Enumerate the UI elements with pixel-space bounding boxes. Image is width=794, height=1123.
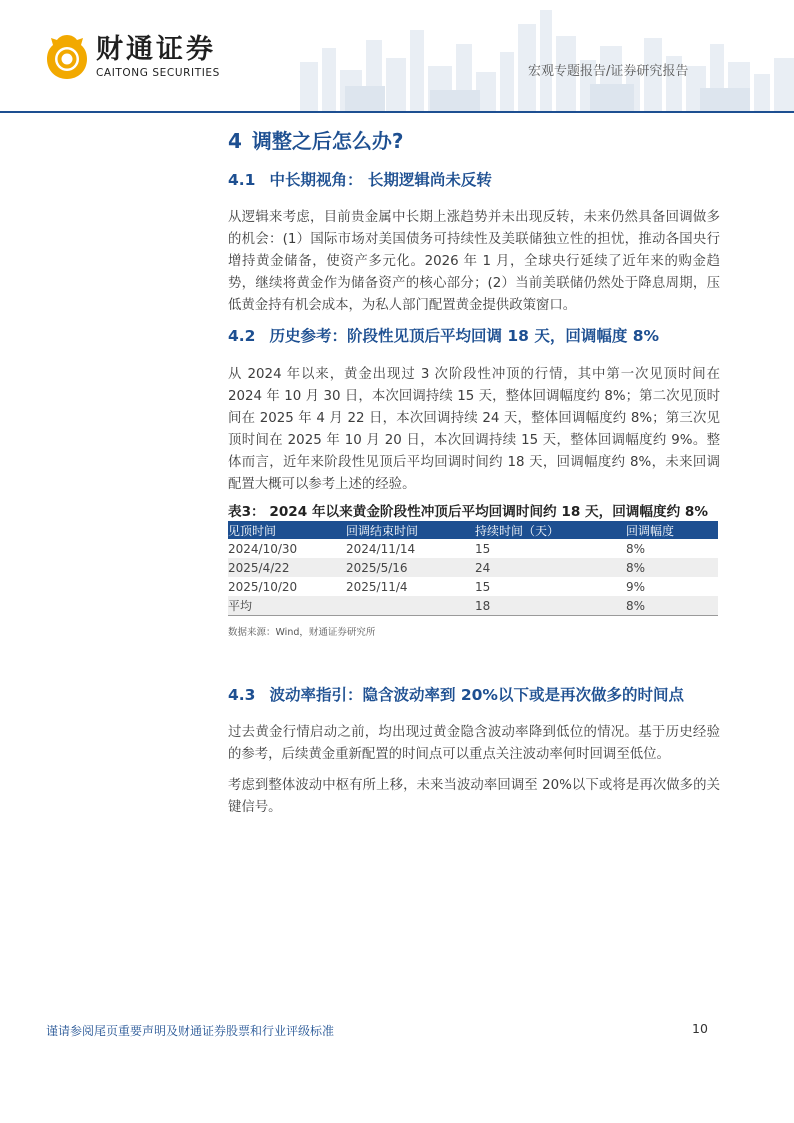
table-cell: 15 xyxy=(475,579,491,594)
table-cell: 8% xyxy=(626,596,718,616)
section-title: 调整之后怎么办? xyxy=(251,129,404,153)
subsection-title: 波动率指引：隐含波动率到 20%以下或是再次做多的时间点 xyxy=(269,686,684,704)
logo-chinese-name: 财通证券 xyxy=(96,34,216,65)
table-source-note: 数据来源：Wind，财通证券研究所 xyxy=(228,627,376,638)
table-cell: 2024/10/30 xyxy=(228,541,298,556)
paragraph-4-3-2: 考虑到整体波动中枢有所上移，未来当波动率回调至 20%以下或将是再次做多的关键信号。 xyxy=(228,778,720,815)
page-header xyxy=(0,0,794,114)
table-row xyxy=(228,596,718,616)
paragraph-4-1: 从逻辑来考虑，目前贵金属中长期上涨趋势并未出现反转，未来仍然具备回调做多的机会：(1）国际市场对美国债务可持续性及美联储独立性的担忧，推动各国央行增持黄金储备，使资产多元化。2026 年 1 月，全球央行延续了近年来的购金趋势，继续将黄金作为储备资产的核心部分；(2）当前美联储仍然处于降息周期，压低黄金持有机会成本，为私人部门配置黄金提供政策窗口。 xyxy=(228,210,720,313)
subsection-heading-4-1 xyxy=(228,168,492,190)
table-cell: 2025/11/4 xyxy=(346,579,408,594)
footer-disclaimer: 谨请参阅尾页重要声明及财通证券股票和行业评级标准 xyxy=(46,1024,335,1038)
subsection-number: 4.1 xyxy=(228,171,256,189)
subsection-title: 历史参考：阶段性见顶后平均回调 18 天，回调幅度 8% xyxy=(269,327,660,345)
table-cell: 18 xyxy=(475,596,626,616)
table-header-cell: 持续时间（天） xyxy=(475,521,626,539)
page-number: 10 xyxy=(692,1021,708,1036)
subsection-heading-4-2 xyxy=(228,324,659,346)
table-cell: 2025/5/16 xyxy=(346,558,475,577)
table-header-cell: 回调幅度 xyxy=(626,521,718,539)
table-row xyxy=(228,558,718,577)
subsection-title: 中长期视角： 长期逻辑尚未反转 xyxy=(269,171,492,189)
table-cell: 24 xyxy=(475,558,626,577)
table-row xyxy=(228,577,718,596)
section-heading-4 xyxy=(228,125,404,154)
table-header-cell: 回调结束时间 xyxy=(346,521,475,539)
coin-logo-icon xyxy=(44,32,90,82)
table-row xyxy=(228,539,718,558)
report-type-label: 宏观专题报告/证券研究报告 xyxy=(528,64,689,79)
data-table xyxy=(228,521,718,616)
subsection-heading-4-3 xyxy=(228,683,684,705)
table-header-cell: 见顶时间 xyxy=(228,521,346,539)
table-cell: 2025/4/22 xyxy=(228,558,346,577)
subsection-number: 4.2 xyxy=(228,327,256,345)
subsection-number: 4.3 xyxy=(228,686,256,704)
table-title: 表3： 2024 年以来黄金阶段性冲顶后平均回调时间约 18 天，回调幅度约 8% xyxy=(228,504,708,520)
table-cell: 9% xyxy=(626,579,646,594)
company-logo xyxy=(44,32,244,84)
table-cell: 8% xyxy=(626,558,718,577)
paragraph-4-3-1: 过去黄金行情启动之前，均出现过黄金隐含波动率降到低位的情况。基于历史经验的参考，后续黄金重新配置的时间点可以重点关注波动率何时回调至低位。 xyxy=(228,725,720,762)
table-cell: 8% xyxy=(626,541,646,556)
table-cell: 平均 xyxy=(228,596,346,616)
section-number: 4 xyxy=(228,129,242,153)
header-divider xyxy=(0,111,794,113)
paragraph-4-2: 从 2024 年以来，黄金出现过 3 次阶段性冲顶的行情，其中第一次见顶时间在 2024 年 10 月 30 日，本次回调持续 15 天，整体回调幅度约 8%；第二次见顶时间在 2025 年 4 月 22 日，本次回调持续 24 天，整体回调幅度约 8%；第三次见顶时间在 2025 年 10 月 20 日，本次回调持续 15 天，整体回调幅度约 9%。整体而言，近年来阶段性见顶后平均回调时间约 18 天，回调幅度约 8%，未来回调配置大概可以参考上述的经验。 xyxy=(228,367,720,492)
logo-english-name: CAITONG SECURITIES xyxy=(96,67,220,79)
table-header-row xyxy=(228,521,718,539)
table-cell: 15 xyxy=(475,541,491,556)
table-cell: 2024/11/14 xyxy=(346,541,416,556)
table-cell xyxy=(346,596,475,616)
table-cell: 2025/10/20 xyxy=(228,579,298,594)
